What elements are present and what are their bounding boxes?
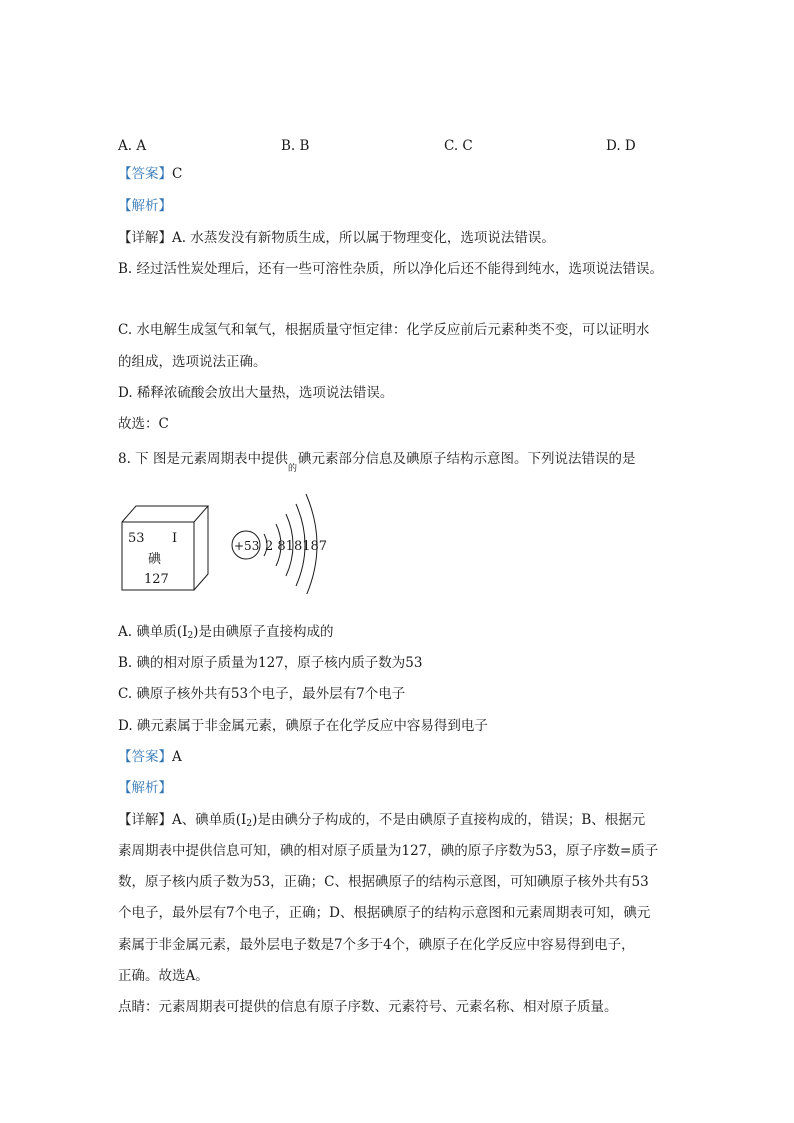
q7-detail-c2: 的组成，选项说法正确。 bbox=[118, 354, 267, 370]
q8-detail-5: 素属于非金属元素，最外层电子数是7个多于4个，碘原子在化学反应中容易得到电子， bbox=[118, 937, 635, 953]
q8-option-a-suffix: )是由碘原子直接构成的 bbox=[193, 624, 334, 640]
q7-choose: 故选：C bbox=[118, 416, 169, 432]
atomic-mass: 127 bbox=[144, 572, 169, 587]
q8-stem-prefix: 8. 下 图是元素周期表中提供 bbox=[118, 451, 288, 467]
element-symbol: I bbox=[172, 531, 178, 546]
q8-option-b: B. 碘的相对原子质量为127，原子核内质子数为53 bbox=[118, 655, 423, 671]
detail-text: A. 水蒸发没有新物质生成，所以属于物理变化，选项说法错误。 bbox=[172, 230, 555, 246]
q7-answer bbox=[118, 164, 182, 184]
q8-detail-4: 个电子，最外层有7个电子，正确；D、根据碘原子的结构示意图和元素周期表可知，碘元 bbox=[118, 905, 651, 921]
analysis-tag: 【解析】 bbox=[118, 198, 172, 214]
q8-detail-3: 数，原子核内质子数为53，正确；C、根据碘原子的结构示意图，可知碘原子核外共有53 bbox=[118, 874, 649, 890]
option-b: B. B bbox=[281, 138, 310, 154]
element-name: 碘 bbox=[148, 552, 162, 567]
answer-value: C bbox=[172, 166, 183, 182]
atomic-number: 53 bbox=[128, 531, 145, 546]
shell-electrons: 2 818187 bbox=[265, 539, 328, 554]
q8-detail-1 bbox=[118, 810, 645, 834]
analysis-tag: 【解析】 bbox=[118, 780, 172, 796]
detail-1-prefix: A、碘单质(I bbox=[172, 812, 247, 828]
q7-analysis bbox=[118, 196, 172, 216]
detail-tag: 【详解】 bbox=[118, 230, 172, 246]
q8-option-c: C. 碘原子核外共有53个电子，最外层有7个电子 bbox=[118, 686, 406, 702]
q7-detail-d: D. 稀释浓硫酸会放出大量热，选项说法错误。 bbox=[118, 385, 394, 401]
q8-stem bbox=[118, 449, 636, 474]
option-c: C. C bbox=[444, 138, 473, 154]
q7-detail-a bbox=[118, 228, 555, 248]
nucleus-charge: +53 bbox=[234, 539, 260, 553]
q7-detail-b: B. 经过活性炭处理后，还有一些可溶性杂质，所以净化后还不能得到纯水，选项说法错误。 bbox=[118, 261, 664, 277]
option-d: D. D bbox=[606, 138, 636, 154]
option-a: A. A bbox=[118, 138, 147, 154]
q8-stem-suffix: 碘元素部分信息及碘原子结构示意图。下列说法错误的是 bbox=[297, 451, 636, 467]
q8-detail-6: 正确。故选A。 bbox=[118, 968, 209, 984]
answer-tag: 【答案】 bbox=[118, 166, 172, 182]
iodine-figure bbox=[118, 484, 338, 594]
q8-option-a-prefix: A. 碘单质(I bbox=[118, 624, 188, 640]
q8-option-a-sub: 2 bbox=[187, 631, 194, 641]
answer-value: A bbox=[172, 749, 182, 765]
q8-option-a bbox=[118, 622, 333, 646]
q8-stem-sup: 的 bbox=[287, 464, 297, 474]
atom-structure bbox=[232, 494, 327, 594]
q8-option-d: D. 碘元素属于非金属元素，碘原子在化学反应中容易得到电子 bbox=[118, 718, 488, 734]
detail-1-sub: 2 bbox=[246, 819, 253, 829]
q8-analysis bbox=[118, 778, 172, 798]
q8-answer bbox=[118, 747, 182, 767]
answer-tag: 【答案】 bbox=[118, 749, 172, 765]
q8-detail-2: 素周期表中提供信息可知，碘的相对原子质量为127，碘的原子序数为53，原子序数=质子 bbox=[118, 843, 659, 859]
detail-tag: 【详解】 bbox=[118, 812, 172, 828]
q8-note: 点睛：元素周期表可提供的信息有原子序数、元素符号、元素名称、相对原子质量。 bbox=[118, 999, 618, 1015]
detail-1-suffix: )是由碘分子构成的，不是由碘原子直接构成的，错误；B、根据元 bbox=[252, 812, 646, 828]
q7-detail-c1: C. 水电解生成氢气和氧气，根据质量守恒定律：化学反应前后元素种类不变，可以证明水 bbox=[118, 322, 650, 338]
